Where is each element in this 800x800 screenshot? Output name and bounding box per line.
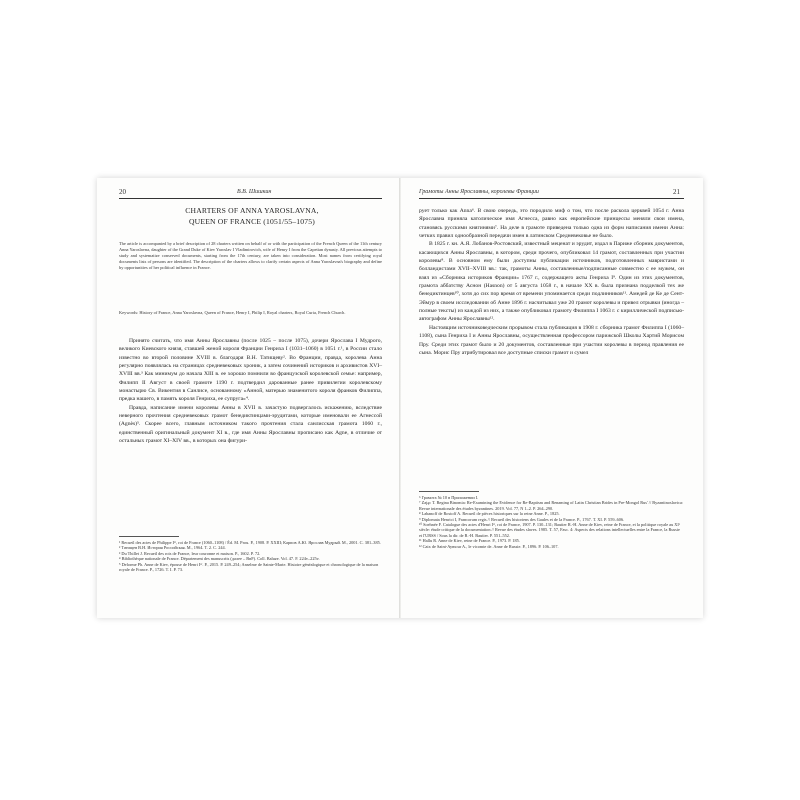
right-paragraph: Настоящим источниковедческим прорывом стала публикация в 1908 г. сборника грамот Филиппа I (1060–1108), сына Генриха I и Анны Ярославны, осуществленная профессором парижской Школы Хартий Морисом Пру. Среди этих грамот было и 20 документов, составленные при участии королевы в период правления ее сына. Морис Пру атрибутировал все доступные списки грамот и сумел (419, 324, 684, 356)
footnote: ² Татищев В.Н. История Российская. М., 1964. Т. 2. С. 244. (119, 545, 226, 551)
footnote: ⁶ Грамота № 10 в Приложении I. (419, 495, 479, 500)
footnote: ⁸ Labanoff de Rostoff A. Recueil de pièces historiques sur la reine Anne. P., 1825. (419, 511, 560, 517)
right-header-rule (419, 198, 684, 199)
footnote: ⁴ Bibliothèque nationale de France. Département des manuscrits (далее – BnF). Coll. Baluze. Vol. 47. F. 224v–225v. (119, 556, 320, 562)
left-header-rule (119, 198, 382, 199)
footnote: ⁷ Zając T. Regina Binomia: Re-Examining the Evidence for Re-Baptism and Renaming of Latin Christian Brides in Pre-Mongol Rus' // Byzantinoslavica: Revue internationale des études byzantines. 2019. Vol. 77, N 1–2. P. 264–290. (419, 500, 684, 511)
right-paragraph: В 1825 г. кн. А.Я. Лобанов-Ростовский, известный меценат и эрудит, издал в Париже сборник документов, касающихся Анны Ярославны, в котором, среди прочего, опубликовал 14 грамот, составленных при участии королевы⁸. В основном ему были доступны публикации источников, подготовленных мавристами и болландистами XVII–XVIII вв.: так, грамоты Анны, составленные/подписанные совместно с ее мужем, он взял из «Сборника историков Франции» 1767 г., содержащего акты Генриха I⁹. Один из этих документов, грамота аббатству Аснон (Hasnon) от 5 августа 1058 г., в начале XX в. была признана подделкой тех же бенедиктинцев¹⁰, хотя до сих пор время от времени упоминается среди подлинников¹¹. Амедей де Ке де Сент-Эймур в своем исследовании об Анне 1896 г. насчитывал уже 20 грамот королевы и привел отрывки (иногда – полные тексты) из каждой из них, а также опубликовал грамоту Филиппа I 1063 г. с кириллической подписью-автографом Анны Ярославны¹². (419, 241, 684, 323)
footnote: ¹¹ Hallu R. Anne de Kiev, reine de France. P., 1973. P. 185. (419, 538, 520, 544)
right-page (401, 178, 703, 618)
footnote: ¹² Caix de Saint-Aymour A., le vicomte de. Anne de Russie. P., 1896. P. 106–107. (419, 543, 559, 549)
abstract: The article is accompanied by a brief description of 28 charters written on behalf of or with the participation of the French Queen of the 11th century Anna Yaroslavna, daughter of the Grand Duke of Kiev Yaroslav I Vladimirovich, wife of Henry I from the Capetian dynasty. All previous attempts to study and systematize conserved documents, starting from the 17th century, are taken into consideration. Most names from certifying royal documents lists of persons are identified. The description of the charters allows to clarify certain aspects of Anna Yaroslavna's biography and define by opportunities of her political influence in France. (119, 241, 382, 271)
article-title-line-1: CHARTERS OF ANNA YAROSLAVNA, (185, 206, 319, 215)
book-spread (97, 178, 703, 618)
left-running-head: В.В. Шишкин (237, 189, 272, 195)
right-running-head: Грамоты Анны Ярославны, королевы Франции (419, 189, 539, 195)
left-paragraph: Принято считать, что имя Анны Ярославны (после 1025 – после 1075), дочери Ярослава I Мудрого, великого Киевского князя, ставшей женой короля Франции Генриха I (1031–1060) в 1051 г.¹, в России стало известно во второй половине XVIII в. благодаря В.Н. Татищеву². Во Франции, правда, королева Анна регулярно появлялась на страницах средневековых хроник, а затем сочинений историков и архивистов XVI–XVIII вв.³ Как минимум до начала XIII в. ее хорошо помнили во французской королевской семье: например, Филипп II Август в своей грамоте 1190 г. подтвердил дарованные ранее привилегии королевскому монастырю Св. Викентия в Санлисе, основанному «Анной, матерью знаменитого короля франков Филиппа, предка нашего, в память короля Генриха, ее супруга»⁴. (119, 338, 382, 403)
right-body-text (419, 207, 684, 357)
left-page-number: 20 (119, 188, 126, 196)
left-footnote-rule (119, 536, 179, 537)
right-page-number: 21 (673, 188, 680, 196)
left-paragraph: Правда, написание имени королевы Анны в XVII в. зачастую подвергалось искажению, вследствие неверного прочтения средневековых грамот бенедиктинцами-эрудитами, которые именовали ее Агнессой (Agnès)⁵. Скорее всего, главным источником такого прочтения стала санлисская грамота 1060 г., единственный оригинальный документ XI в., где имя Анны Ярославны прописано как Agne, в отличие от остальных грамот XI–XIV вв., в которых она фигури- (119, 404, 382, 445)
keywords: Keywords: History of France, Anna Yaroslavna, Queen of France, Henry I, Philip I, Royal charters, Royal Curia, French Church. (119, 310, 346, 315)
footnote: ⁵ Delorme Ph. Anne de Kiev, épouse de Henri Iᵉʳ. P., 2015. P. 249–254; Anselme de Sainte-Marie. Histoire généalogique et chronologique de la maison royale de France. P., 1726. T. I. P. 73. (119, 561, 379, 573)
footnote: ⁹ Diplomata Henrici I, Francorum regis // Recueil des historiens des Gaules et de la France. P., 1767. T. XI. P. 559–606. (419, 516, 625, 522)
left-footnotes (119, 540, 382, 572)
footnote: ¹⁰ Soehnée F. Catalogue des actes d'Henri Iᵉʳ, roi de France, 1907. P. 130–131; Bautier R.-H. Anne de Kiev, reine de France, et la politique royale au XIᵉ siècle: étude critique de la documentation // Revue des études slaves. 1985. T. 57, Fasc. 4: Aspects des relations intellectuelles entre la France, la Russie et l'URSS / Sous la dir. de R.-H. Bautier. P. 551–552. (419, 522, 680, 538)
left-body-text (119, 337, 382, 445)
right-footnotes (419, 495, 684, 549)
footnote: ¹ Recueil des actes de Philippe Iᵉʳ, roi de France (1060–1108) / Éd. M. Prou. P., 1908. P. XXIII; Карпов А.Ю. Ярослав Мудрый. М., 2001. С. 381–385. (119, 540, 381, 545)
right-paragraph: рует только как Anna⁶. В свою очередь, это породило миф о том, что после раскола церквей 1054 г. Анна Ярославна приняла католическое имя Агнесса, равно как европейские принцессы меняли свои имена, становясь русскими княгинями⁷. На деле в грамоте приведена только одна из форм написания имени Анна: четких правил однообразной передачи имен в латинском Средневековье не было. (419, 208, 684, 240)
left-page (97, 178, 399, 618)
article-title-line-2: QUEEN OF FRANCE (1051/55–1075) (188, 217, 316, 226)
footnote: ³ Du Thillet J. Recueil des rois de France, leur couronne et maison. P., 1602. P. 72. (119, 550, 261, 556)
right-footnote-rule (419, 491, 479, 492)
